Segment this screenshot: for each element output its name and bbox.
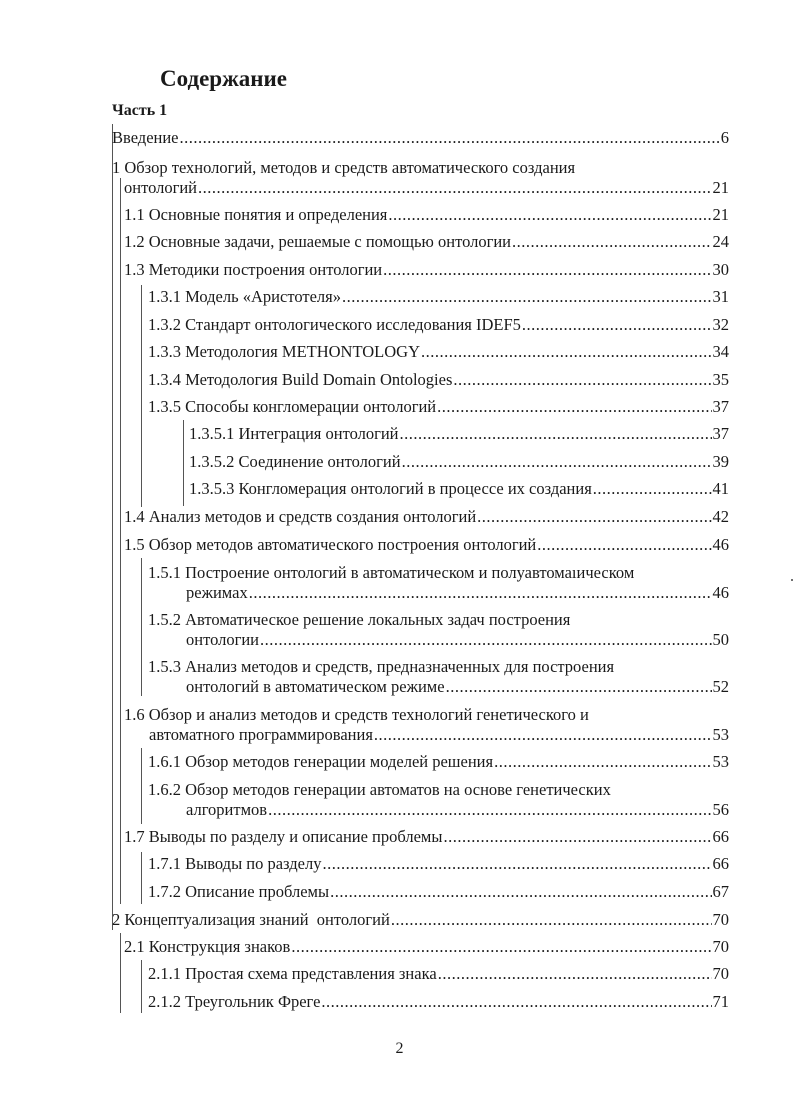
toc-entry-title: Введение: [112, 128, 179, 147]
toc-entry-title: 2.1 Конструкция знаков: [124, 937, 291, 956]
toc-entry-page: 66: [712, 827, 729, 846]
scan-speck: [791, 579, 793, 581]
toc-entry[interactable]: [148, 992, 729, 1012]
toc-entry[interactable]: [148, 882, 729, 902]
dot-leader: [330, 882, 711, 902]
dot-leader: [446, 677, 712, 697]
dot-leader: [537, 535, 711, 555]
toc-entry-page: 70: [712, 910, 729, 929]
toc-entry[interactable]: [124, 205, 729, 225]
toc-entry-page: 71: [712, 992, 729, 1011]
toc-entry-page: 39: [712, 452, 729, 471]
dot-leader: [260, 630, 711, 650]
toc-entry-page: 52: [712, 677, 729, 696]
dot-leader: [249, 583, 712, 603]
toc-entry-title: 1.7 Выводы по разделу и описание проблемы: [124, 827, 443, 846]
toc-entry[interactable]: [124, 260, 729, 280]
toc-entry-page: 37: [712, 424, 729, 443]
page-title: Содержание: [160, 66, 287, 91]
toc-entry-title: автоматного программирования: [149, 725, 373, 744]
toc-entry-title-line1: 1.6.2 Обзор методов генерации автоматов на основе генетических: [148, 780, 611, 799]
toc-entry-page: 50: [712, 630, 729, 649]
dot-leader: [494, 752, 711, 772]
toc-entry-page: 24: [712, 232, 729, 251]
toc-rule-level3e: [141, 960, 142, 1013]
toc-entry-page: 21: [712, 205, 729, 224]
toc-entry-title: 1.5 Обзор методов автоматического построения онтологий: [124, 535, 537, 554]
dot-leader: [374, 725, 712, 745]
toc-rule-level4: [183, 420, 184, 506]
toc-rule-level3b: [141, 558, 142, 696]
toc-entry-page: 37: [712, 397, 729, 416]
dot-leader: [322, 854, 711, 874]
toc-entry-page: 46: [712, 535, 729, 554]
toc-entry-page: 70: [712, 964, 729, 983]
toc-entry-title-line1: 1.5.1 Построение онтологий в автоматическом и полуавтомаıическом: [148, 563, 635, 582]
part-heading: Часть 1: [112, 102, 168, 119]
toc-entry-title: 1.7.1 Выводы по разделу: [148, 854, 322, 873]
toc-entry-title-line1: 1.5.3 Анализ методов и средств, предназначенных для построения: [148, 657, 615, 676]
toc-entry[interactable]: [148, 287, 729, 307]
toc-entry-page: 34: [712, 342, 729, 361]
toc-entry-page: 21: [712, 178, 729, 197]
dot-leader: [437, 397, 711, 417]
toc-entry[interactable]: [148, 780, 729, 820]
toc-entry-page: 35: [712, 370, 729, 389]
page-number: 2: [395, 1040, 404, 1057]
toc-entry[interactable]: [148, 657, 729, 697]
toc-entry-page: 42: [712, 507, 729, 526]
toc-entry-title: 2.1.1 Простая схема представления знака: [148, 964, 437, 983]
toc-entry-page: 41: [712, 479, 729, 498]
dot-leader: [477, 507, 711, 527]
toc-entry-title-line1: 1.6 Обзор и анализ методов и средств технологий генетического и: [124, 705, 589, 724]
toc-entry[interactable]: [189, 479, 729, 499]
toc-entry-title: 2.1.2 Треугольник Фреге: [148, 992, 321, 1011]
toc-entry[interactable]: [124, 937, 729, 957]
toc-entry-title: 1.6.1 Обзор методов генерации моделей решения: [148, 752, 494, 771]
dot-leader: [180, 128, 720, 148]
toc-entry-page: 70: [712, 937, 729, 956]
toc-entry-page: 31: [712, 287, 729, 306]
dot-leader: [402, 452, 712, 472]
toc-entry-title: 1.3.1 Модель «Аристотеля»: [148, 287, 341, 306]
toc-entry-page: 30: [712, 260, 729, 279]
dot-leader: [438, 964, 712, 984]
dot-leader: [421, 342, 712, 362]
toc-entry[interactable]: [148, 397, 729, 417]
toc-entry[interactable]: [189, 452, 729, 472]
toc-entry-page: 56: [712, 800, 729, 819]
toc-entry[interactable]: [124, 705, 729, 745]
toc-entry[interactable]: [112, 158, 729, 198]
toc-entry-page: 6: [720, 128, 729, 147]
toc-entry-title-line1: 1 Обзор технологий, методов и средств автоматического создания: [112, 158, 576, 177]
dot-leader: [391, 910, 712, 930]
toc-entry[interactable]: [112, 910, 729, 930]
dot-leader: [512, 232, 711, 252]
toc-entry-title: 1.7.2 Описание проблемы: [148, 882, 330, 901]
toc-entry-title: 1.3.5 Способы конгломерации онтологий: [148, 397, 437, 416]
dot-leader: [321, 992, 711, 1012]
dot-leader: [400, 424, 712, 444]
toc-entry[interactable]: [148, 342, 729, 362]
dot-leader: [453, 370, 711, 390]
toc-entry[interactable]: [124, 827, 729, 847]
dot-leader: [383, 260, 711, 280]
toc-entry[interactable]: [124, 535, 729, 555]
toc-rule-level3d: [141, 852, 142, 904]
toc-entry-title: режимах: [186, 583, 248, 602]
toc-entry[interactable]: [189, 424, 729, 444]
dot-leader: [443, 827, 711, 847]
toc-entry[interactable]: [148, 752, 729, 772]
toc-entry-title: 1.4 Анализ методов и средств создания онтологий: [124, 507, 477, 526]
toc-rule-level3c: [141, 748, 142, 824]
toc-entry-title: онтологий в автоматическом режиме: [186, 677, 445, 696]
toc-entry-title: алгоритмов: [186, 800, 268, 819]
toc-rule-level3: [141, 285, 142, 507]
toc-entry-title: 1.3.2 Стандарт онтологического исследования IDEF5: [148, 315, 521, 334]
dot-leader: [388, 205, 711, 225]
toc-rule-level2: [120, 178, 121, 904]
toc-entry-title: 1.2 Основные задачи, решаемые с помощью онтологии: [124, 232, 512, 251]
toc-entry[interactable]: [148, 315, 729, 335]
toc-entry-title-line1: 1.5.2 Автоматическое решение локальных задач построения: [148, 610, 571, 629]
dot-leader: [198, 178, 711, 198]
toc-entry[interactable]: [148, 370, 729, 390]
dot-leader: [268, 800, 711, 820]
toc-entry-page: 53: [712, 725, 729, 744]
toc-entry-page: 67: [712, 882, 729, 901]
toc-entry-page: 66: [712, 854, 729, 873]
toc-entry-page: 32: [712, 315, 729, 334]
toc-entry-page: 53: [712, 752, 729, 771]
toc-entry[interactable]: [148, 854, 729, 874]
toc-rule-level2b: [120, 933, 121, 1013]
toc-entry[interactable]: [148, 610, 729, 650]
toc-entry-title: 1.3 Методики построения онтологии: [124, 260, 383, 279]
toc-entry-title: 1.3.3 Методология METHONTOLOGY: [148, 342, 420, 361]
toc-entry-title: 1.3.5.1 Интеграция онтологий: [189, 424, 399, 443]
toc-entry[interactable]: [148, 964, 729, 984]
toc-entry[interactable]: [124, 507, 729, 527]
dot-leader: [342, 287, 712, 307]
toc-entry-title: 2 Концептуализация знаний онтологий: [112, 910, 390, 929]
toc-entry[interactable]: [148, 563, 729, 603]
dot-leader: [522, 315, 712, 335]
toc-entry-page: 46: [712, 583, 729, 602]
toc-entry[interactable]: [112, 128, 729, 148]
toc-entry-title: 1.3.4 Методология Build Domain Ontologies: [148, 370, 453, 389]
toc-entry[interactable]: [124, 232, 729, 252]
toc-entry-title: онтологий: [124, 178, 198, 197]
dot-leader: [593, 479, 712, 499]
dot-leader: [291, 937, 711, 957]
toc-entry-title: онтологии: [186, 630, 260, 649]
toc-entry-title: 1.3.5.3 Конгломерация онтологий в процессе их создания: [189, 479, 592, 498]
toc-rule-level1: [112, 124, 113, 930]
toc-entry-title: 1.3.5.2 Соединение онтологий: [189, 452, 401, 471]
toc-entry-title: 1.1 Основные понятия и определения: [124, 205, 388, 224]
